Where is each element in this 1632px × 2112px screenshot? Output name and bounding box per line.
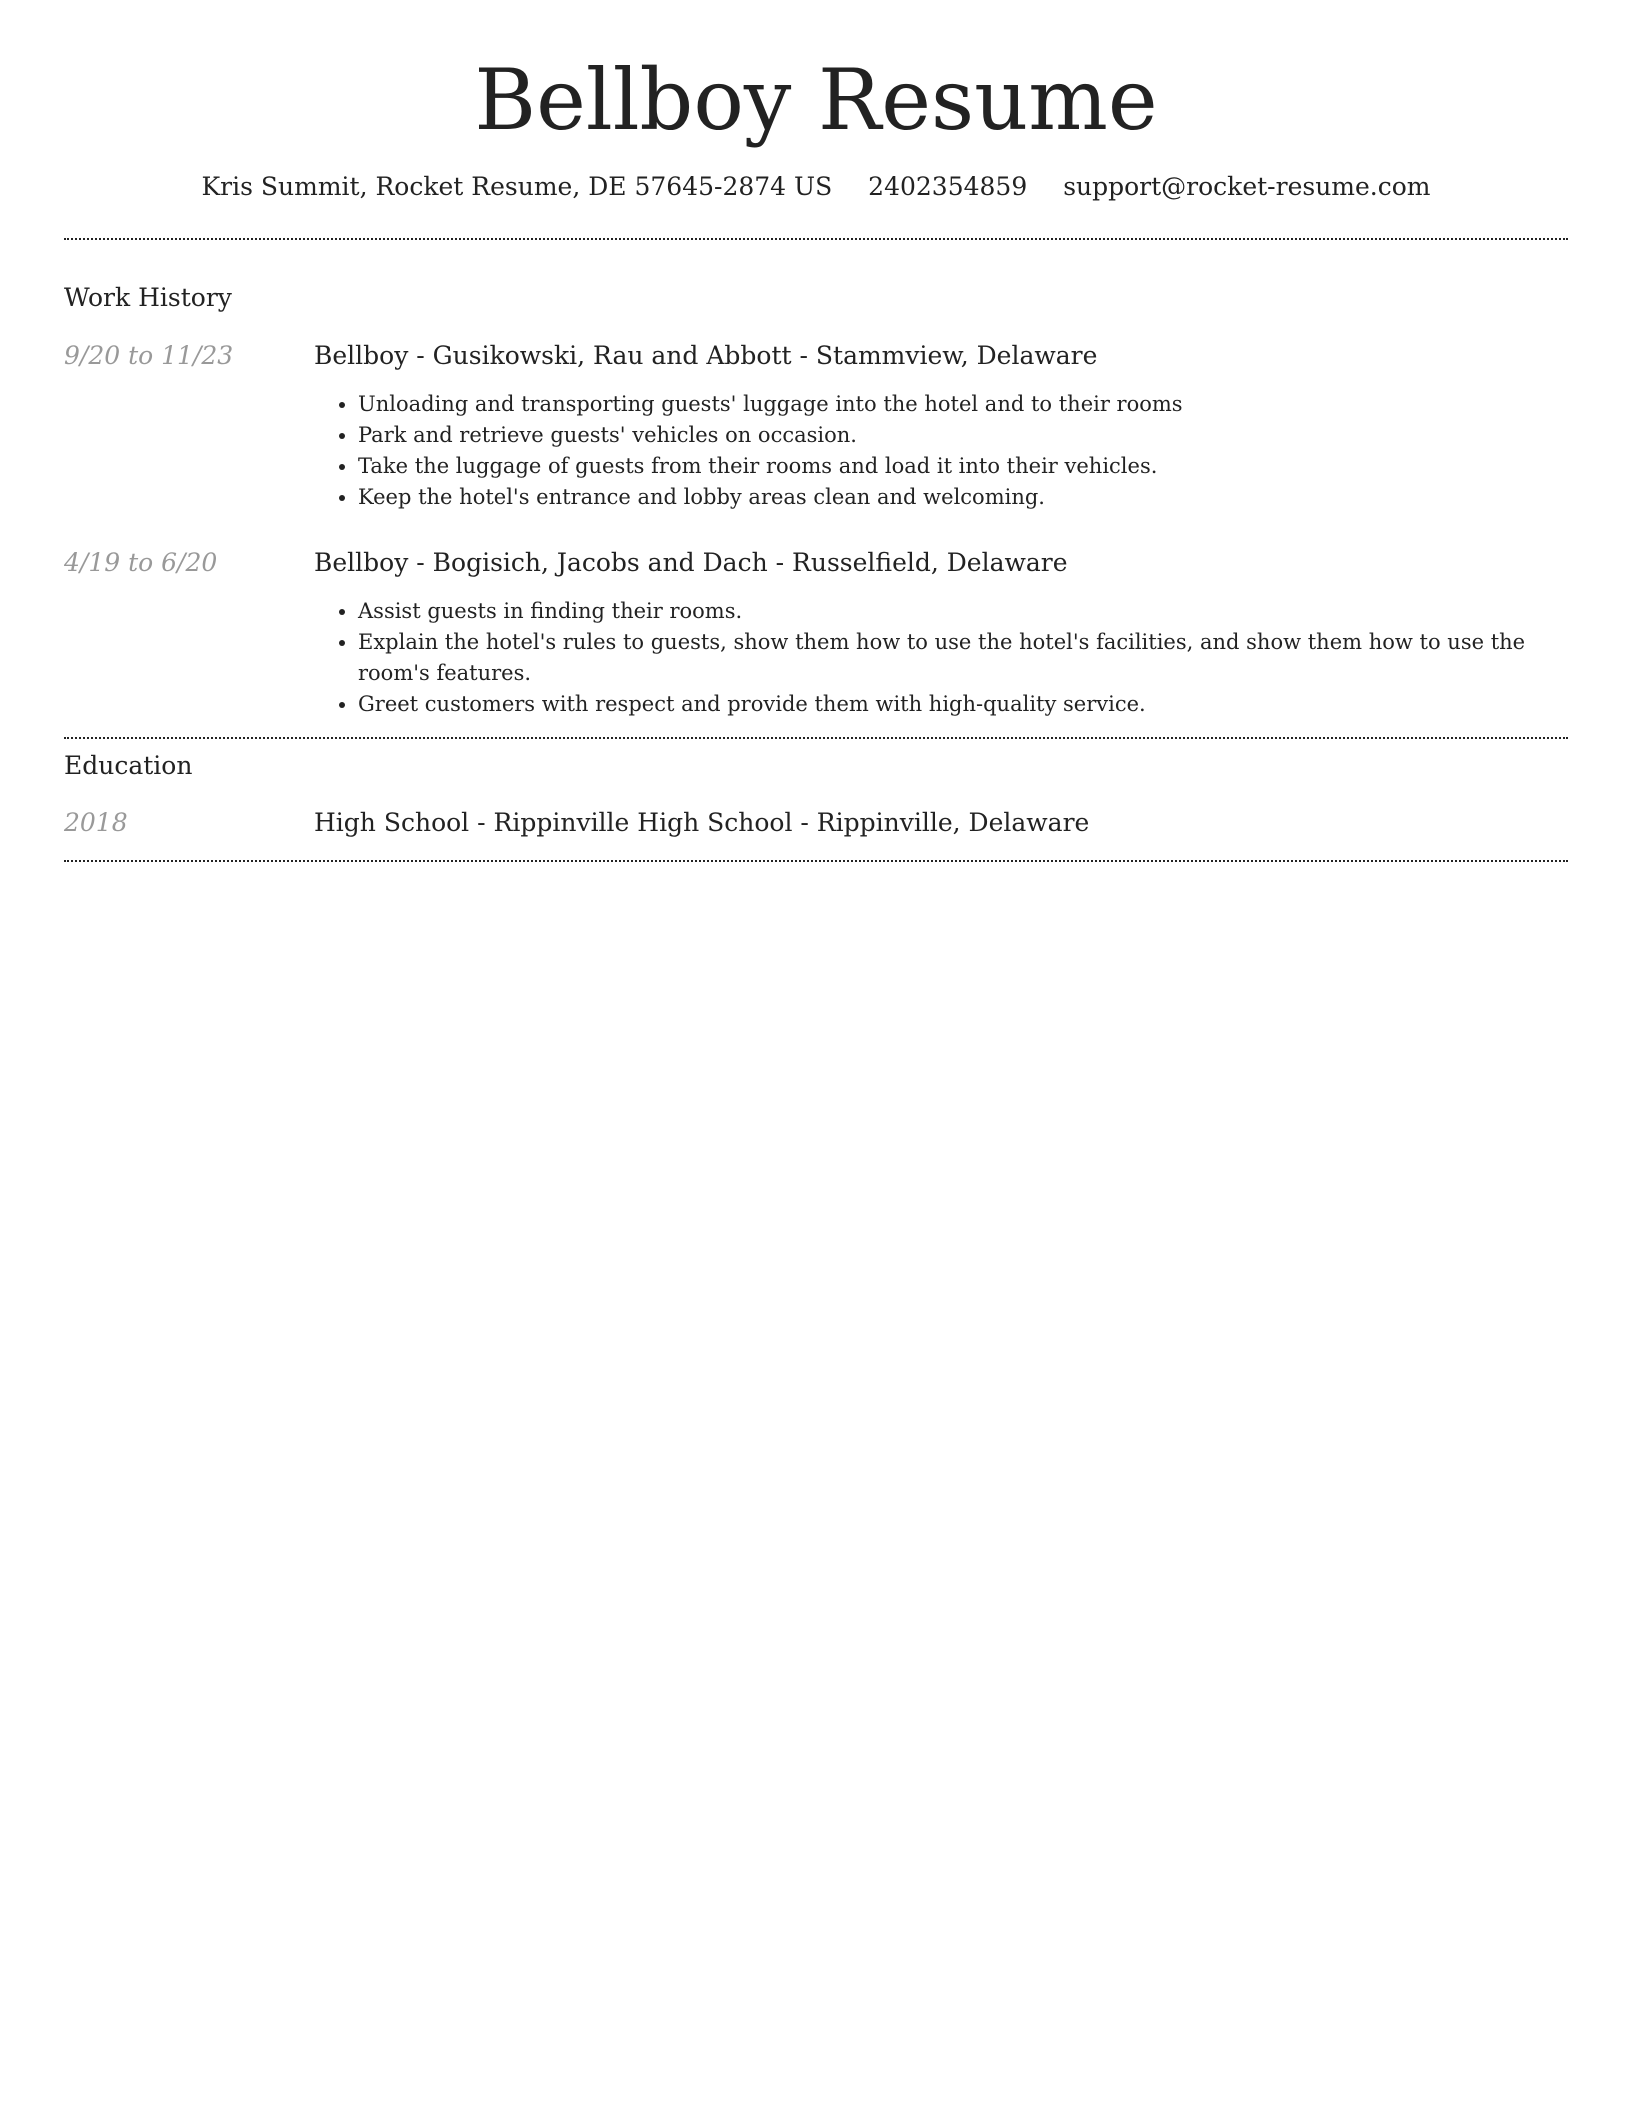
job-bullet: • Assist guests in finding their rooms. (358, 596, 1554, 627)
job-bullet: • Keep the hotel's entrance and lobby areas clean and welcoming. (358, 482, 1554, 513)
education-heading: Education (64, 751, 193, 780)
contact-line (0, 170, 1632, 204)
job-bullet: • Park and retrieve guests' vehicles on occasion. (358, 420, 1554, 451)
job-bullet: • Explain the hotel's rules to guests, show them how to use the hotel's facilities, and show them how to use the room's features. (358, 627, 1554, 689)
job-bullet-list (314, 389, 1554, 513)
contact-phone: 2402354859 (868, 172, 1028, 201)
header-divider (64, 238, 1568, 240)
job-bullet: • Take the luggage of guests from their rooms and load it into their vehicles. (358, 451, 1554, 482)
job-bullet-list (314, 596, 1554, 720)
contact-email: support@rocket-resume.com (1063, 172, 1431, 201)
section-divider (64, 737, 1568, 739)
job-title: Bellboy - Bogisich, Jacobs and Dach - Russelfield, Delaware (314, 548, 1068, 577)
job-title: Bellboy - Gusikowski, Rau and Abbott - Stammview, Delaware (314, 341, 1098, 370)
work-history-heading: Work History (64, 283, 232, 312)
contact-address: Kris Summit, Rocket Resume, DE 57645-2874 US (201, 172, 833, 201)
job-dates: 9/20 to 11/23 (64, 341, 234, 370)
footer-divider (64, 860, 1568, 862)
resume-title: Bellboy Resume (474, 51, 1158, 149)
job-dates: 4/19 to 6/20 (64, 548, 218, 577)
job-bullet: • Greet customers with respect and provide them with high-quality service. (358, 689, 1554, 720)
education-title: High School - Rippinville High School - Rippinville, Delaware (314, 808, 1090, 837)
education-dates: 2018 (64, 808, 128, 837)
job-bullet: • Unloading and transporting guests' luggage into the hotel and to their rooms (358, 389, 1554, 420)
